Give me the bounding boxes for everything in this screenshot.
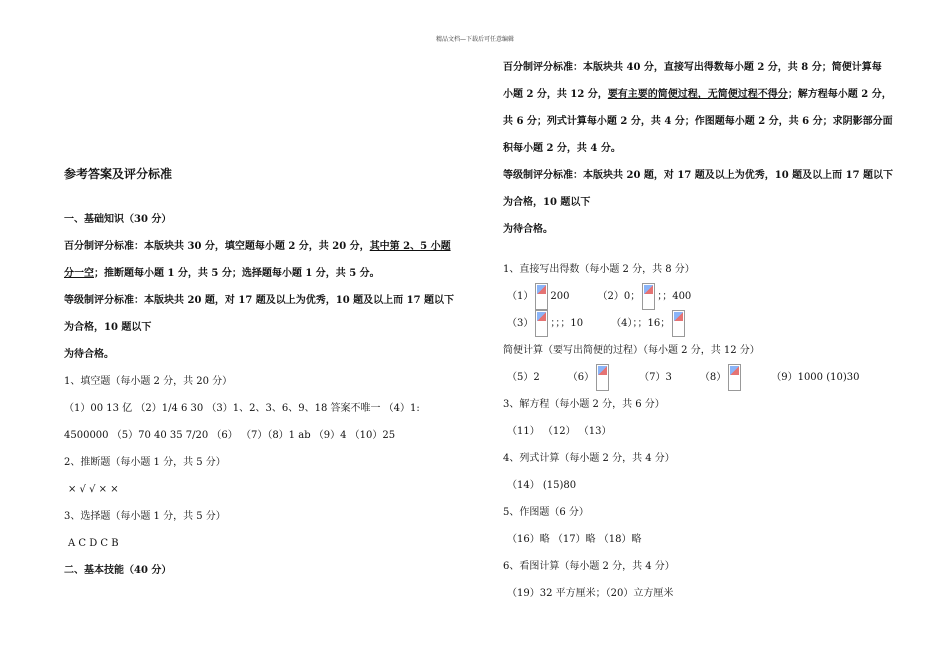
- section1-grade-line1: 等级制评分标准：本版块共 20 题，对 17 题及以上为优秀，10 题及以上而 17 题以下: [64, 295, 455, 306]
- fill-blank-answers-1: （1）00 13 亿 （2）1/4 6 30 （3）1、2、3、6、9、18 答案不唯一 （4）1:: [64, 403, 420, 414]
- simplify-heading: 简便计算（要写出简便的过程）（每小题 2 分，共 12 分）: [503, 345, 760, 356]
- direct-answer-heading: 1、直接写出得数（每小题 2 分，共 8 分）: [503, 264, 695, 275]
- formula-image-icon: [672, 310, 685, 337]
- section1-standard-line1: 百分制评分标准：本版块共 30 分，填空题每小题 2 分，共 20 分，其中第 2、5 小题: [64, 241, 451, 252]
- formula-image-icon: [642, 283, 655, 310]
- formula-image-icon: [596, 364, 609, 391]
- left-column: [64, 161, 455, 584]
- equation-answers: （11） （12） （13）: [507, 426, 612, 437]
- formula-image-icon: [728, 364, 741, 391]
- direct-answer-row2: （3） ；；；10 （4）；；16；: [503, 310, 888, 337]
- page-header: 精品文档—下载后可任意编辑: [435, 36, 514, 43]
- answer-title: 参考答案及评分标准: [64, 167, 173, 181]
- section2-grade-line2: 为合格，10 题以下: [503, 197, 591, 208]
- section2-grade-line1: 等级制评分标准：本版块共 20 题，对 17 题及以上为优秀，10 题及以上而 17 题以下: [503, 170, 894, 181]
- section1-grade-line2: 为合格，10 题以下: [64, 322, 152, 333]
- section2-standard-line3: 共 6 分；列式计算每小题 2 分，共 4 分；作图题每小题 2 分，共 6 分；求阴影部分面: [503, 116, 893, 127]
- word-calc-answers: （14） (15)80: [507, 480, 577, 491]
- section2-standard-line4: 积每小题 2 分，共 4 分。: [503, 143, 621, 154]
- drawing-answers: （16）略 （17）略 （18）略: [507, 534, 642, 545]
- right-column: [503, 54, 894, 607]
- formula-image-icon: [535, 283, 548, 310]
- figure-calc-answers: （19）32 平方厘米；（20）立方厘米: [507, 588, 674, 599]
- drawing-heading: 5、作图题（6 分）: [503, 507, 589, 518]
- section1-standard-line2: 分一空；推断题每小题 1 分，共 5 分；选择题每小题 1 分，共 5 分。: [64, 268, 380, 279]
- section2-heading: 二、基本技能（40 分）: [64, 565, 172, 576]
- section1-grade-line3: 为待合格。: [64, 349, 114, 360]
- section2-standard-line2: 小题 2 分，共 12 分，要有主要的简便过程，无简便过程不得分；解方程每小题 2 分，: [503, 89, 892, 100]
- section2-standard-line1: 百分制评分标准：本版块共 40 分，直接写出得数每小题 2 分，共 8 分；简便计算每: [503, 62, 882, 73]
- equation-heading: 3、解方程（每小题 2 分，共 6 分）: [503, 399, 665, 410]
- direct-answer-row1: （1） 200 （2）0； ；；400: [503, 283, 888, 310]
- formula-image-icon: [535, 310, 548, 337]
- fill-blank-heading: 1、填空题（每小题 2 分，共 20 分）: [64, 376, 233, 387]
- simplify-answers: （5）2 （6） （7）3 （8） （9）1000 (10)30: [503, 364, 888, 391]
- section1-heading: 一、基础知识（30 分）: [64, 214, 172, 225]
- choice-answers: A C D C B: [68, 538, 119, 549]
- judge-heading: 2、推断题（每小题 1 分，共 5 分）: [64, 457, 226, 468]
- section2-grade-line3: 为待合格。: [503, 224, 553, 235]
- judge-answers: × √ √ × ×: [68, 484, 119, 495]
- figure-calc-heading: 6、看图计算（每小题 2 分，共 4 分）: [503, 561, 675, 572]
- choice-heading: 3、选择题（每小题 1 分，共 5 分）: [64, 511, 226, 522]
- word-calc-heading: 4、列式计算（每小题 2 分，共 4 分）: [503, 453, 675, 464]
- fill-blank-answers-2: 4500000 （5）70 40 35 7/20 （6） （7）（8）1 ab （9）4 （10）25: [64, 430, 396, 441]
